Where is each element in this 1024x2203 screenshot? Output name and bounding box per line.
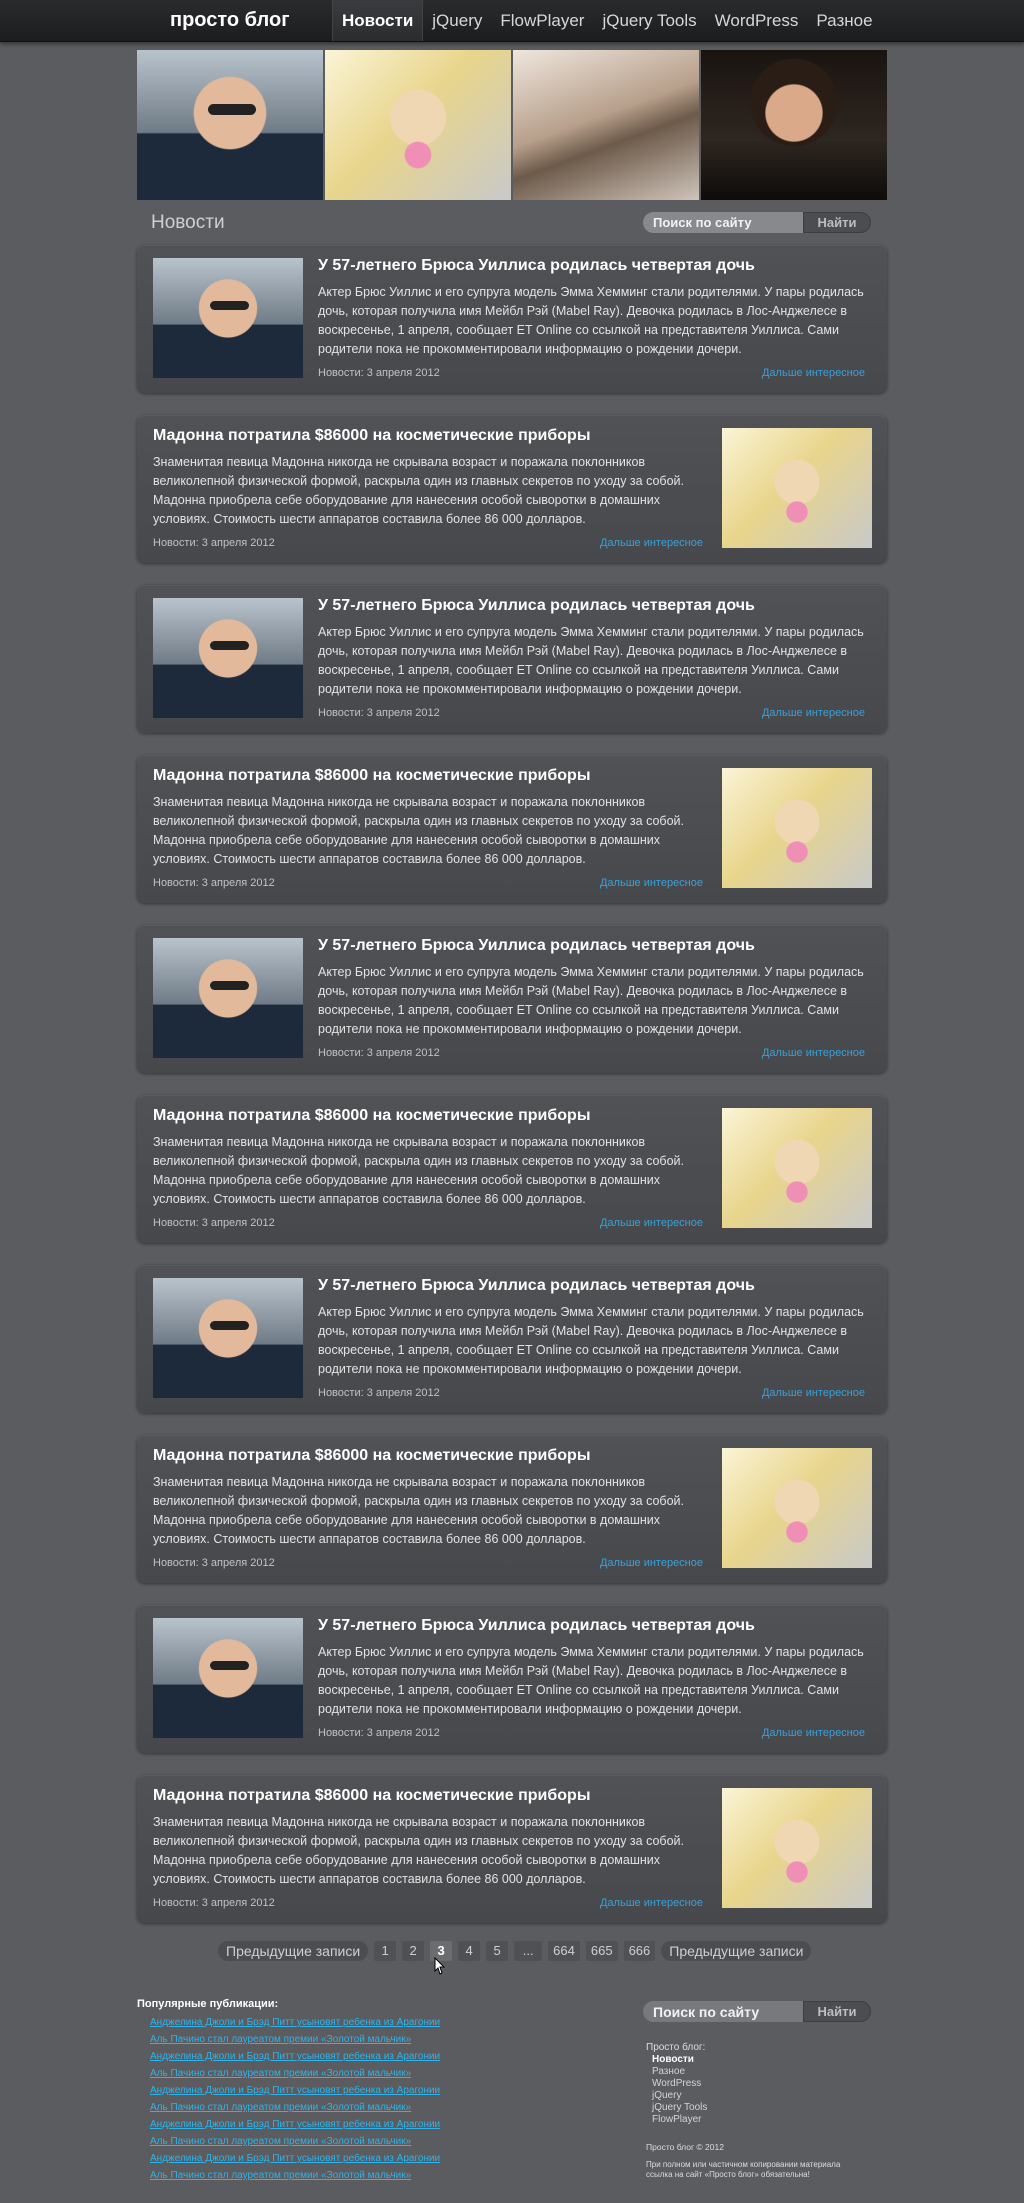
article-meta: Новости: 3 апреля 2012 bbox=[318, 367, 440, 379]
read-more-link[interactable]: Дальше интересное bbox=[599, 537, 703, 549]
photo-banner bbox=[137, 50, 887, 200]
article-meta: Новости: 3 апреля 2012 bbox=[153, 1217, 275, 1229]
article-title[interactable]: Мадонна потратила $86000 на косметические приборы bbox=[153, 1787, 591, 1804]
article-meta: Новости: 3 апреля 2012 bbox=[153, 877, 275, 889]
article-thumbnail[interactable] bbox=[722, 1448, 872, 1568]
article-meta: Новости: 3 апреля 2012 bbox=[318, 1047, 440, 1059]
article-thumbnail[interactable] bbox=[153, 938, 303, 1058]
top-navigation-bar bbox=[0, 0, 1024, 42]
footer-nav-item[interactable]: FlowPlayer bbox=[652, 2114, 702, 2125]
pagination-next-button[interactable]: Предыдущие записи bbox=[661, 1941, 811, 1961]
nav-item-wordpress[interactable]: WordPress bbox=[714, 11, 799, 30]
article-excerpt: Знаменитая певица Мадонна никогда не скрывала возраст и поражала поклонников великолепной физической формой, раскрыла один из главных секретов по уходу за собой. Мадонна приобрела себе оборудование для нанесения особой сыворотки в домашних условиях. Стоимость шести аппаратов составила более 86 000 долларов. bbox=[153, 1135, 684, 1206]
read-more-link[interactable]: Дальше интересное bbox=[761, 1387, 865, 1399]
pagination-page[interactable]: 2 bbox=[402, 1941, 424, 1961]
article-title[interactable]: У 57-летнего Брюса Уиллиса родилась четвертая дочь bbox=[318, 597, 755, 614]
footer-nav-item[interactable]: WordPress bbox=[652, 2078, 702, 2089]
read-more-link[interactable]: Дальше интересное bbox=[599, 1897, 703, 1909]
nav-item-misc[interactable]: Разное bbox=[816, 11, 873, 30]
pagination-prev-button[interactable]: Предыдущие записи bbox=[218, 1941, 368, 1961]
popular-post-link[interactable]: Аль Пачино стал лауреатом премии «Золотой мальчик» bbox=[150, 2102, 412, 2113]
search-button[interactable]: Найти bbox=[803, 212, 871, 233]
nav-item-jquery-tools[interactable]: jQuery Tools bbox=[602, 11, 697, 30]
banner-photo-bruce-willis[interactable] bbox=[137, 50, 323, 200]
article-excerpt: Знаменитая певица Мадонна никогда не скрывала возраст и поражала поклонников великолепной физической формой, раскрыла один из главных секретов по уходу за собой. Мадонна приобрела себе оборудование для нанесения особой сыворотки в домашних условиях. Стоимость шести аппаратов составила более 86 000 долларов. bbox=[153, 1475, 684, 1546]
article-card bbox=[137, 585, 887, 733]
pagination-page[interactable]: 665 bbox=[586, 1941, 618, 1961]
pagination-page[interactable]: 5 bbox=[486, 1941, 508, 1961]
popular-post-link[interactable]: Аль Пачино стал лауреатом премии «Золотой мальчик» bbox=[150, 2170, 412, 2181]
article-excerpt: Актер Брюс Уиллис и его супруга модель Эмма Хемминг стали родителями. У пары родилась дочь, которая получила имя Мейбл Рэй (Mabel Ray). Девочка родилась в Лос-Анджелесе в воскресенье, 1 апреля, сообщает ET Online со ссылкой на представителя Уиллиса. Сами родители пока не прокомментировали информацию о рождении дочери. bbox=[318, 1645, 864, 1716]
copyright: Просто блог © 2012 bbox=[646, 2142, 724, 2152]
popular-post-link[interactable]: Аль Пачино стал лауреатом премии «Золотой мальчик» bbox=[150, 2034, 412, 2045]
article-title[interactable]: Мадонна потратила $86000 на косметические приборы bbox=[153, 427, 591, 444]
article-meta: Новости: 3 апреля 2012 bbox=[153, 537, 275, 549]
article-title[interactable]: Мадонна потратила $86000 на косметические приборы bbox=[153, 1447, 591, 1464]
article-title[interactable]: Мадонна потратила $86000 на косметические приборы bbox=[153, 767, 591, 784]
pagination-page[interactable]: 4 bbox=[458, 1941, 480, 1961]
article-excerpt: Знаменитая певица Мадонна никогда не скрывала возраст и поражала поклонников великолепной физической формой, раскрыла один из главных секретов по уходу за собой. Мадонна приобрела себе оборудование для нанесения особой сыворотки в домашних условиях. Стоимость шести аппаратов составила более 86 000 долларов. bbox=[153, 795, 684, 866]
article-card bbox=[137, 1095, 887, 1243]
article-excerpt: Актер Брюс Уиллис и его супруга модель Эмма Хемминг стали родителями. У пары родилась дочь, которая получила имя Мейбл Рэй (Mabel Ray). Девочка родилась в Лос-Анджелесе в воскресенье, 1 апреля, сообщает ET Online со ссылкой на представителя Уиллиса. Сами родители пока не прокомментировали информацию о рождении дочери. bbox=[318, 1305, 864, 1376]
search-form bbox=[643, 212, 871, 233]
footer-search-form bbox=[643, 2001, 871, 2022]
article-meta: Новости: 3 апреля 2012 bbox=[318, 707, 440, 719]
footer-nav bbox=[646, 2042, 707, 2126]
popular-post-link[interactable]: Анджелина Джоли и Брэд Питт усыновят ребенка из Арагонии bbox=[150, 2119, 441, 2130]
read-more-link[interactable]: Дальше интересное bbox=[761, 707, 865, 719]
copyright-note: При полном или частичном копировании материала ссылка на сайт «Просто блог» обязательна! bbox=[646, 2160, 841, 2179]
article-card bbox=[137, 925, 887, 1073]
read-more-link[interactable]: Дальше интересное bbox=[599, 877, 703, 889]
article-card bbox=[137, 1265, 887, 1413]
article-title[interactable]: Мадонна потратила $86000 на косметические приборы bbox=[153, 1107, 591, 1124]
article-card bbox=[137, 245, 887, 393]
article-title[interactable]: У 57-летнего Брюса Уиллиса родилась четвертая дочь bbox=[318, 257, 755, 274]
article-thumbnail[interactable] bbox=[722, 1788, 872, 1908]
footer-nav-item[interactable]: jQuery Tools bbox=[652, 2102, 708, 2113]
article-meta: Новости: 3 апреля 2012 bbox=[318, 1387, 440, 1399]
page-title: Новости bbox=[151, 212, 225, 233]
article-meta: Новости: 3 апреля 2012 bbox=[318, 1727, 440, 1739]
article-card bbox=[137, 1775, 887, 1923]
article-title[interactable]: У 57-летнего Брюса Уиллиса родилась четвертая дочь bbox=[318, 1617, 755, 1634]
popular-post-link[interactable]: Аль Пачино стал лауреатом премии «Золотой мальчик» bbox=[150, 2068, 412, 2079]
nav-item-news[interactable]: Новости bbox=[332, 0, 423, 41]
read-more-link[interactable]: Дальше интересное bbox=[761, 367, 865, 379]
article-card bbox=[137, 1435, 887, 1583]
article-thumbnail[interactable] bbox=[722, 1108, 872, 1228]
article-excerpt: Знаменитая певица Мадонна никогда не скрывала возраст и поражала поклонников великолепной физической формой, раскрыла один из главных секретов по уходу за собой. Мадонна приобрела себе оборудование для нанесения особой сыворотки в домашних условиях. Стоимость шести аппаратов составила более 86 000 долларов. bbox=[153, 455, 684, 526]
popular-posts-title: Популярные публикации: bbox=[137, 1998, 279, 2010]
popular-post-link[interactable]: Анджелина Джоли и Брэд Питт усыновят ребенка из Арагонии bbox=[150, 2153, 441, 2164]
main-nav bbox=[332, 0, 882, 41]
site-logo[interactable]: просто блог bbox=[170, 9, 290, 31]
article-meta: Новости: 3 апреля 2012 bbox=[153, 1557, 275, 1569]
article-thumbnail[interactable] bbox=[153, 598, 303, 718]
article-thumbnail[interactable] bbox=[722, 428, 872, 548]
article-thumbnail[interactable] bbox=[722, 768, 872, 888]
footer-nav-item[interactable]: Новости bbox=[652, 2054, 694, 2065]
footer-nav-title: Просто блог: bbox=[646, 2042, 706, 2053]
popular-post-link[interactable]: Анджелина Джоли и Брэд Питт усыновят ребенка из Арагонии bbox=[150, 2051, 441, 2062]
article-thumbnail[interactable] bbox=[153, 1278, 303, 1398]
read-more-link[interactable]: Дальше интересное bbox=[761, 1727, 865, 1739]
cursor-icon bbox=[434, 1957, 446, 1975]
search-input[interactable] bbox=[643, 212, 803, 233]
footer-search-button[interactable]: Найти bbox=[803, 2001, 871, 2022]
article-excerpt: Актер Брюс Уиллис и его супруга модель Эмма Хемминг стали родителями. У пары родилась дочь, которая получила имя Мейбл Рэй (Mabel Ray). Девочка родилась в Лос-Анджелесе в воскресенье, 1 апреля, сообщает ET Online со ссылкой на представителя Уиллиса. Сами родители пока не прокомментировали информацию о рождении дочери. bbox=[318, 965, 864, 1036]
article-title[interactable]: У 57-летнего Брюса Уиллиса родилась четвертая дочь bbox=[318, 937, 755, 954]
footer-nav-item[interactable]: jQuery bbox=[652, 2090, 682, 2101]
read-more-link[interactable]: Дальше интересное bbox=[599, 1217, 703, 1229]
article-title[interactable]: У 57-летнего Брюса Уиллиса родилась четвертая дочь bbox=[318, 1277, 755, 1294]
article-excerpt: Знаменитая певица Мадонна никогда не скрывала возраст и поражала поклонников великолепной физической формой, раскрыла один из главных секретов по уходу за собой. Мадонна приобрела себе оборудование для нанесения особой сыворотки в домашних условиях. Стоимость шести аппаратов составила более 86 000 долларов. bbox=[153, 1815, 684, 1886]
article-excerpt: Актер Брюс Уиллис и его супруга модель Эмма Хемминг стали родителями. У пары родилась дочь, которая получила имя Мейбл Рэй (Mabel Ray). Девочка родилась в Лос-Анджелесе в воскресенье, 1 апреля, сообщает ET Online со ссылкой на представителя Уиллиса. Сами родители пока не прокомментировали информацию о рождении дочери. bbox=[318, 625, 864, 696]
read-more-link[interactable]: Дальше интересное bbox=[599, 1557, 703, 1569]
pagination bbox=[218, 1940, 811, 1962]
article-card bbox=[137, 755, 887, 903]
article-card bbox=[137, 1605, 887, 1753]
article-card bbox=[137, 415, 887, 563]
read-more-link[interactable]: Дальше интересное bbox=[761, 1047, 865, 1059]
banner-photo-al-pacino[interactable] bbox=[701, 50, 887, 200]
nav-item-jquery[interactable]: jQuery bbox=[432, 11, 483, 30]
popular-posts-list bbox=[150, 2014, 490, 2184]
banner-photo-madonna[interactable] bbox=[325, 50, 511, 200]
footer-search-input[interactable] bbox=[643, 2001, 803, 2022]
pagination-page[interactable]: 1 bbox=[374, 1941, 396, 1961]
footer-nav-item[interactable]: Разное bbox=[652, 2066, 686, 2077]
article-excerpt: Актер Брюс Уиллис и его супруга модель Эмма Хемминг стали родителями. У пары родилась дочь, которая получила имя Мейбл Рэй (Mabel Ray). Девочка родилась в Лос-Анджелесе в воскресенье, 1 апреля, сообщает ET Online со ссылкой на представителя Уиллиса. Сами родители пока не прокомментировали информацию о рождении дочери. bbox=[318, 285, 864, 356]
popular-post-link[interactable]: Аль Пачино стал лауреатом премии «Золотой мальчик» bbox=[150, 2136, 412, 2147]
nav-item-flowplayer[interactable]: FlowPlayer bbox=[500, 11, 585, 30]
article-thumbnail[interactable] bbox=[153, 258, 303, 378]
popular-post-link[interactable]: Анджелина Джоли и Брэд Питт усыновят ребенка из Арагонии bbox=[150, 2017, 441, 2028]
pagination-page[interactable]: 3 bbox=[430, 1941, 452, 1961]
banner-photo-family[interactable] bbox=[513, 50, 699, 200]
popular-post-link[interactable]: Анджелина Джоли и Брэд Питт усыновят ребенка из Арагонии bbox=[150, 2085, 441, 2096]
pagination-page[interactable]: 664 bbox=[548, 1941, 580, 1961]
article-meta: Новости: 3 апреля 2012 bbox=[153, 1897, 275, 1909]
pagination-ellipsis: ... bbox=[514, 1941, 542, 1961]
article-thumbnail[interactable] bbox=[153, 1618, 303, 1738]
article-list bbox=[137, 245, 887, 1945]
pagination-page[interactable]: 666 bbox=[624, 1941, 656, 1961]
